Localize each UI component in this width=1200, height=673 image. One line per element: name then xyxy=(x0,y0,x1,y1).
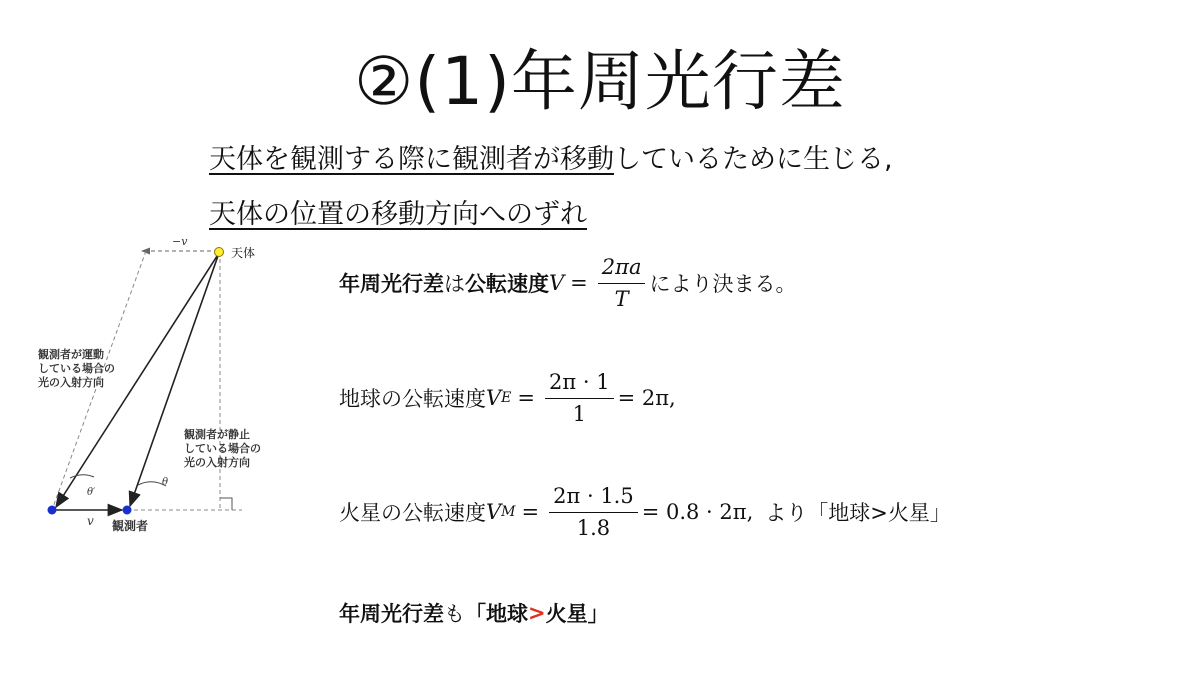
theta-prime-label: θ′ xyxy=(87,487,96,498)
moving-caption: 観測者が運動 している場合の 光の入射方向 xyxy=(38,348,115,389)
minus-v-label: −v xyxy=(172,235,188,248)
subscript-e: E xyxy=(501,390,512,406)
mars-comparison: より「地球>火星」 xyxy=(765,501,951,525)
fraction-numerator: 2π · 1.5 xyxy=(549,484,638,513)
definition-line-2 xyxy=(209,192,587,231)
formula-mars-velocity xyxy=(339,484,951,540)
fraction-mars xyxy=(549,484,638,540)
theta-label: θ xyxy=(162,477,169,488)
observer-dot-moving xyxy=(48,506,57,515)
static-caption: 観測者が静止 している場合の 光の入射方向 xyxy=(184,428,261,469)
definition-line-1 xyxy=(209,137,893,176)
definition-underlined-1: 天体を観測する際に観測者が移動 xyxy=(209,144,614,175)
bracket-open: 「 xyxy=(465,602,486,626)
v-label: v xyxy=(87,514,94,528)
equals-sign: = xyxy=(517,386,536,410)
fraction-denominator: T xyxy=(614,287,629,311)
fraction-denominator: 1.8 xyxy=(576,516,611,540)
var-v: V xyxy=(486,500,502,524)
greater-than-sign: > xyxy=(528,601,546,625)
term-orbital-velocity: 公転速度 xyxy=(465,272,549,296)
var-v: V xyxy=(486,386,502,410)
term-annual-aberration: 年周光行差 xyxy=(339,272,444,296)
subscript-m: M xyxy=(501,504,516,520)
theta-prime-arc xyxy=(70,475,94,478)
mars-result: = 0.8 · 2π, xyxy=(641,500,754,524)
fraction-numerator: 2πa xyxy=(598,255,646,284)
fraction-numerator: 2π · 1 xyxy=(545,370,614,399)
equals-sign: = xyxy=(570,271,588,295)
definition-underlined-2: 天体の位置の移動方向へのずれ xyxy=(209,199,587,230)
earth-result: = 2π, xyxy=(617,386,676,410)
right-angle-mark xyxy=(220,498,232,510)
formula-orbital-velocity xyxy=(339,255,796,311)
mars-velocity-label: 火星の公転速度 xyxy=(339,501,486,525)
formula-earth-velocity xyxy=(339,370,676,426)
equals-sign: = xyxy=(521,500,540,524)
fraction-earth xyxy=(545,370,614,426)
term-mars: 火星 xyxy=(545,602,588,626)
observer-dot-static xyxy=(123,506,132,515)
term-annual-aberration: 年周光行差 xyxy=(339,602,444,626)
formula-tail: により決まる。 xyxy=(649,272,797,296)
particle-mo: も xyxy=(444,602,465,626)
observer-label: 観測者 xyxy=(112,519,149,533)
fraction-denominator: 1 xyxy=(572,402,586,426)
particle-ha: は xyxy=(444,272,465,296)
star-icon xyxy=(215,248,224,257)
definition-rest-1: しているために生じる, xyxy=(614,144,893,175)
conclusion-line xyxy=(339,598,609,628)
slide-title: ②(1)年周光行差 xyxy=(354,43,846,120)
star-label: 天体 xyxy=(231,246,256,260)
aberration-diagram xyxy=(20,232,320,542)
earth-velocity-label: 地球の公転速度 xyxy=(339,387,486,411)
term-earth: 地球 xyxy=(486,602,528,626)
var-v: V xyxy=(549,271,565,295)
fraction-v xyxy=(598,255,646,311)
bracket-close: 」 xyxy=(587,602,609,626)
